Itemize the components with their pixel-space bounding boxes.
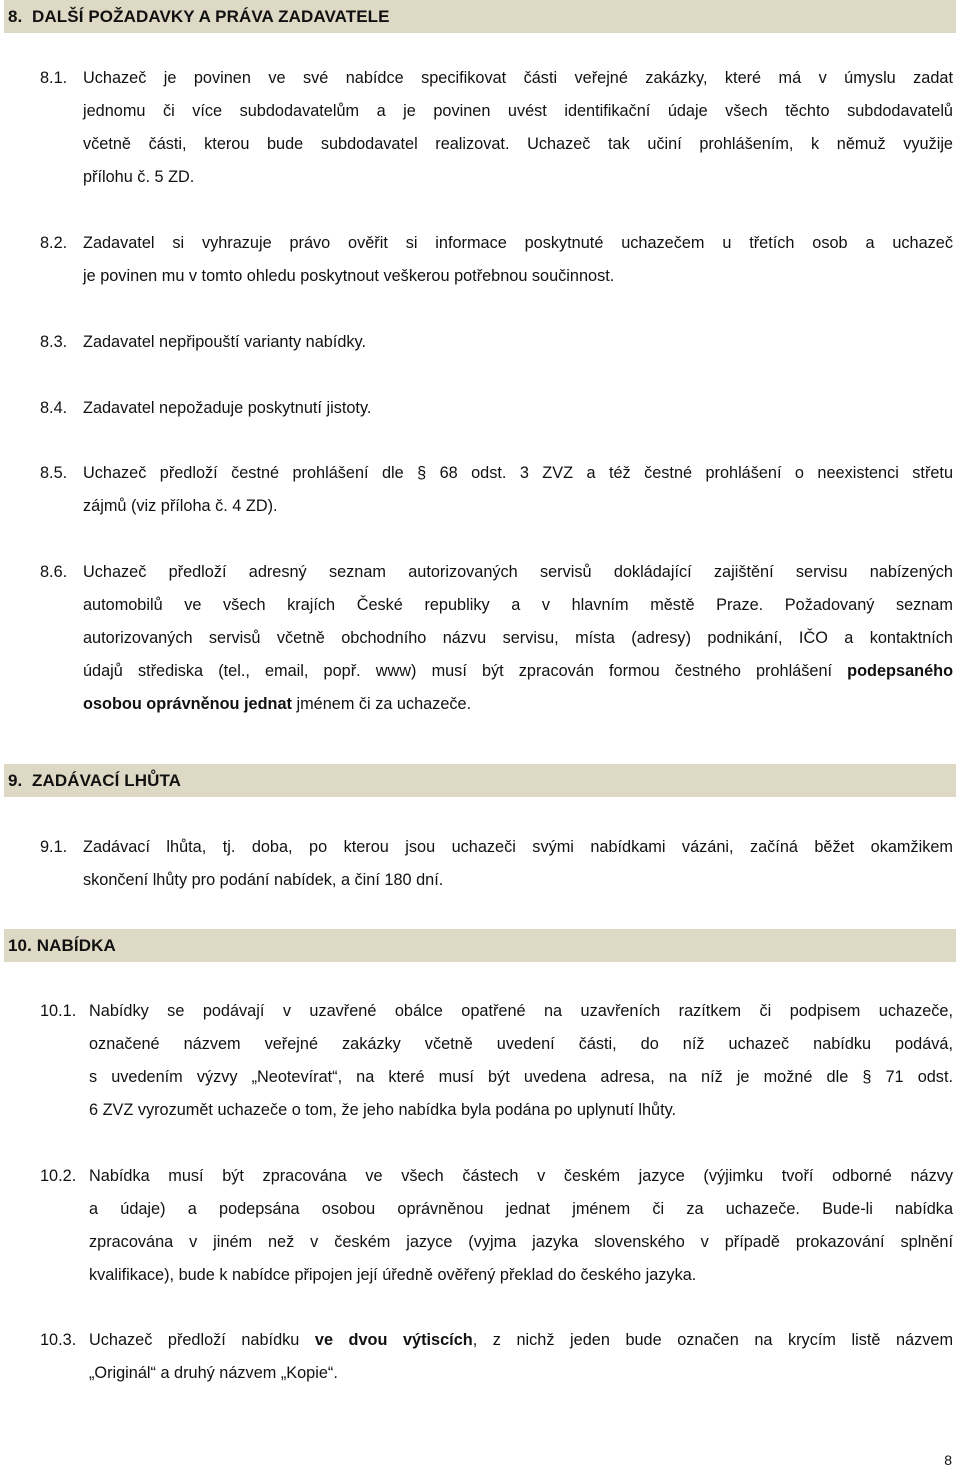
paragraph-number: 8.4. — [40, 399, 68, 417]
paragraph-number: 8.2. — [40, 234, 68, 252]
text-span: jménem či za uchazeče. — [291, 695, 472, 713]
text-line: označené názvem veřejné zakázky včetně uvedení části, do níž uchazeč nabídku podává, — [89, 1035, 953, 1053]
text-line: Nabídka musí být zpracována ve všech částech v českém jazyce (výjimku tvoří odborné názvy — [89, 1167, 953, 1185]
text-line: zájmů (viz příloha č. 4 ZD). — [83, 497, 278, 515]
paragraph-10-1 — [89, 995, 953, 1127]
text-span: Uchazeč předloží nabídku — [89, 1331, 315, 1349]
text-line: „Originál“ a druhý názvem „Kopie“. — [89, 1364, 338, 1382]
paragraph-8-4 — [83, 392, 953, 425]
text-line: Uchazeč předloží adresný seznam autorizovaných servisů dokládající zajištění servisu nabízených — [83, 563, 953, 581]
text-line: automobilů ve všech krajích České republiky a v hlavním městě Praze. Požadovaný seznam — [83, 596, 953, 614]
text-line: s uvedením výzvy „Neotevírat“, na které musí být uvedena adresa, na níž je možné dle § 71 odst. — [89, 1068, 953, 1086]
paragraph-number: 10.2. — [40, 1167, 77, 1185]
paragraph-8-5 — [83, 457, 953, 523]
text-line: autorizovaných servisů včetně obchodního názvu servisu, místa (adresy) podnikání, IČO a kontaktních — [83, 629, 953, 647]
text-span: údajů střediska (tel., email, popř. www) musí být zpracován formou čestného prohlášení — [83, 662, 833, 680]
paragraph-number: 8.6. — [40, 563, 68, 581]
text-line: kvalifikace), bude k nabídce připojen její úředně ověřený překlad do českého jazyka. — [89, 1266, 697, 1284]
paragraph-10-2 — [89, 1160, 953, 1292]
paragraph-8-6 — [83, 556, 953, 721]
paragraph-number: 10.1. — [40, 1002, 77, 1020]
paragraph-8-1 — [83, 62, 953, 194]
text-line: Zadávací lhůta, tj. doba, po kterou jsou uchazeči svými nabídkami vázáni, začíná běžet okamžikem — [83, 838, 953, 856]
text-line: přílohu č. 5 ZD. — [83, 168, 195, 186]
paragraph-8-2 — [83, 227, 953, 293]
text-line — [83, 655, 953, 688]
text-span: , z nichž jeden bude označen na krycím listě názvem — [472, 1331, 954, 1349]
text-line: včetně části, kterou bude subdodavatel realizovat. Uchazeč tak učiní prohlášením, k němuž využije — [83, 135, 953, 153]
text-line: Uchazeč předloží čestné prohlášení dle § 68 odst. 3 ZVZ a též čestné prohlášení o neexistenci střetu — [83, 464, 953, 482]
paragraph-10-3 — [89, 1324, 953, 1390]
section-9-heading: 9. ZADÁVACÍ LHŮTA — [4, 764, 956, 797]
paragraph-8-3 — [83, 326, 953, 359]
paragraph-number: 9.1. — [40, 838, 68, 856]
text-line: jednomu či více subdodavatelům a je povinen uvést identifikační údaje všech těchto subdodavatelů — [83, 102, 953, 120]
bold-text: ve dvou výtiscích — [314, 1331, 473, 1349]
bold-text: osobou oprávněnou jednat — [83, 695, 292, 713]
text-line — [89, 1324, 953, 1357]
text-line: Uchazeč je povinen ve své nabídce specifikovat části veřejné zakázky, které má v úmyslu zadat — [83, 69, 953, 87]
text-line: skončení lhůty pro podání nabídek, a činí 180 dní. — [83, 871, 444, 889]
page-number: 8 — [944, 1452, 952, 1468]
paragraph-number: 8.5. — [40, 464, 68, 482]
text-line — [83, 688, 953, 721]
text-line: Zadavatel nepožaduje poskytnutí jistoty. — [83, 399, 372, 417]
paragraph-number: 10.3. — [40, 1331, 77, 1349]
text-line: Zadavatel nepřipouští varianty nabídky. — [83, 333, 366, 351]
text-line: zpracována v jiném než v českém jazyce (vyjma jazyka slovenského v případě prokazování splnění — [89, 1233, 953, 1251]
text-line: Zadavatel si vyhrazuje právo ověřit si informace poskytnuté uchazečem u třetích osob a uchazeč — [83, 234, 953, 252]
section-8-heading: 8. DALŠÍ POŽADAVKY A PRÁVA ZADAVATELE — [4, 0, 956, 33]
text-line: a údaje) a podepsána osobou oprávněnou jednat jménem či za uchazeče. Bude-li nabídka — [89, 1200, 953, 1218]
paragraph-number: 8.3. — [40, 333, 68, 351]
text-line: je povinen mu v tomto ohledu poskytnout veškerou potřebnou součinnost. — [83, 267, 615, 285]
paragraph-number: 8.1. — [40, 69, 68, 87]
section-10-heading: 10. NABÍDKA — [4, 929, 956, 962]
bold-text: podepsaného — [847, 662, 954, 680]
paragraph-9-1 — [83, 831, 953, 897]
text-line: Nabídky se podávají v uzavřené obálce opatřené na uzavřeních razítkem či podpisem uchazeče, — [89, 1002, 953, 1020]
text-line: 6 ZVZ vyrozumět uchazeče o tom, že jeho nabídka byla podána po uplynutí lhůty. — [89, 1101, 677, 1119]
